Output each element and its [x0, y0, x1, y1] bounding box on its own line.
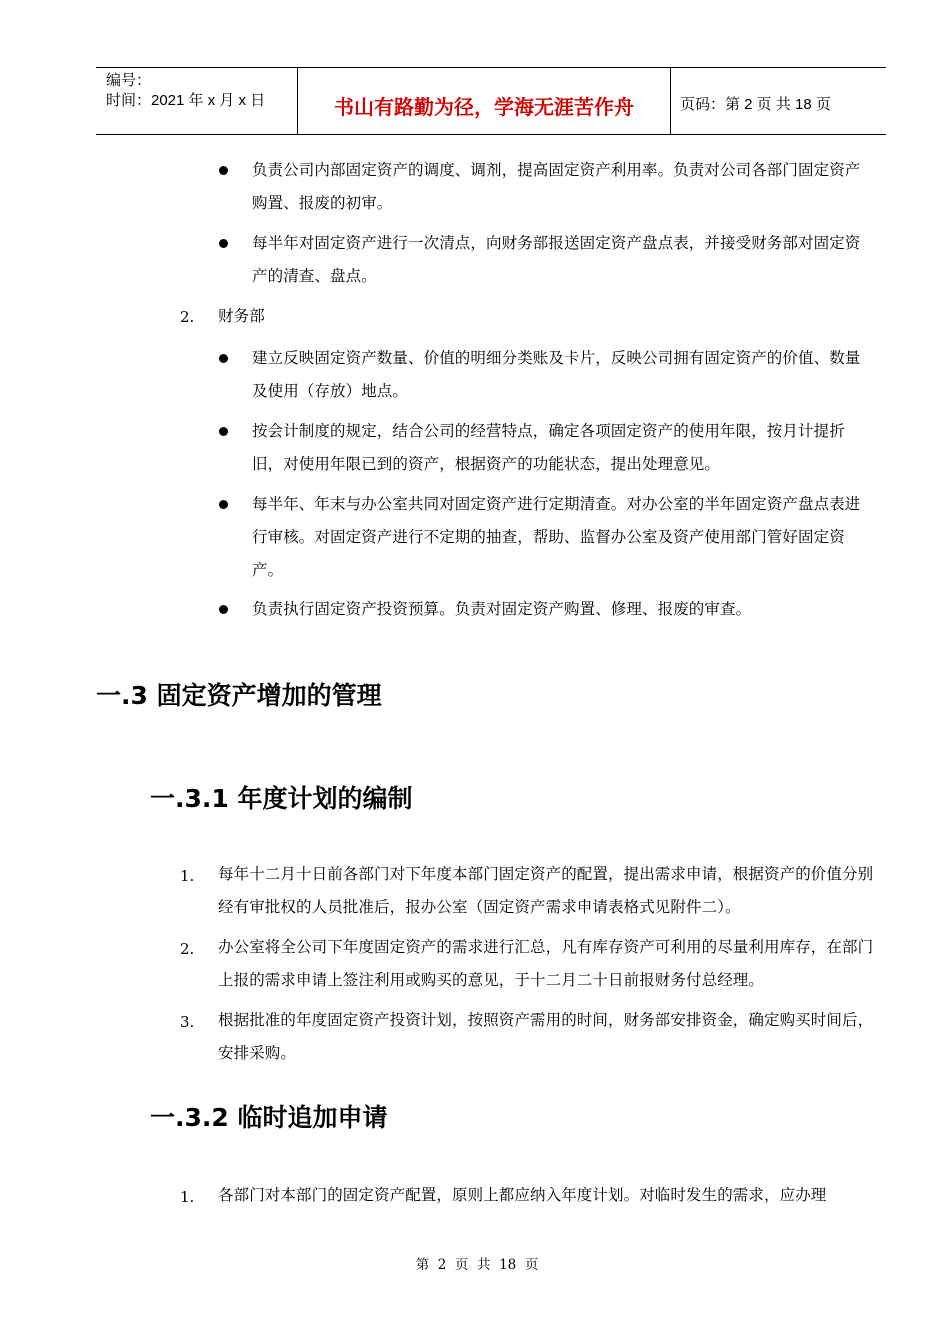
finance-bullet-4: 负责执行固定资产投资预算。负责对固定资产购置、修理、报废的审查。	[252, 600, 752, 618]
time-label: 时间：2021 年 x 月 x 日	[106, 92, 266, 109]
subsection-heading-temp: 一.3.2 临时追加申请	[150, 1103, 388, 1132]
annual-item-3: 根据批准的年度固定资产投资计划，按照资产需用的时间，财务部安排资金，确定购买时间后，安排采购。	[218, 1011, 874, 1062]
office-bullet-2: 每半年对固定资产进行一次清点，向财务部报送固定资产盘点表，并接受财务部对固定资产的清查、盘点。	[252, 234, 861, 285]
page-footer: 第 2 页 共 18 页	[415, 1257, 539, 1273]
subsection-heading-annual: 一.3.1 年度计划的编制	[150, 784, 413, 813]
header-left-cell	[106, 71, 265, 111]
annual-item-number: 2.	[180, 940, 195, 958]
bullet-dot	[219, 605, 228, 614]
serial-number-label: 编号：	[106, 72, 152, 89]
finance-bullet-2: 按会计制度的规定，结合公司的经营特点，确定各项固定资产的使用年限，按月计提折旧，对使用年限已到的资产，根据资产的功能状态，提出处理意见。	[252, 422, 845, 473]
temp-item-1: 各部门对本部门的固定资产配置，原则上都应纳入年度计划。对临时发生的需求，应办理	[218, 1186, 827, 1204]
annual-item-number: 1.	[180, 867, 195, 885]
annual-item-2: 办公室将全公司下年度固定资产的需求进行汇总，凡有库存资产可利用的尽量利用库存，在部门上报的需求申请上签注利用或购买的意见，于十二月二十日前报财务付总经理。	[218, 938, 874, 989]
bullet-dot	[219, 239, 228, 248]
header-bottom-rule	[96, 134, 886, 135]
finance-bullet-3: 每半年、年末与办公室共同对固定资产进行定期清查。对办公室的半年固定资产盘点表进行审核。对固定资产进行不定期的抽查，帮助、监督办公室及资产使用部门管好固定资产。	[252, 495, 861, 579]
bullet-dot	[219, 354, 228, 363]
finance-title: 财务部	[218, 307, 265, 325]
header-page-label: 页码：第 2 页 共 18 页	[680, 96, 831, 113]
header-divider-2	[670, 67, 671, 135]
annual-item-number: 3.	[180, 1013, 195, 1031]
bullet-dot	[219, 427, 228, 436]
section-heading: 一.3 固定资产增加的管理	[96, 681, 382, 710]
office-bullet-1: 负责公司内部固定资产的调度、调剂，提高固定资产利用率。负责对公司各部门固定资产购置、报废的初审。	[252, 161, 861, 212]
finance-number: 2.	[180, 308, 195, 326]
bullet-dot	[219, 166, 228, 175]
finance-bullet-1: 建立反映固定资产数量、价值的明细分类账及卡片，反映公司拥有固定资产的价值、数量及使用（存放）地点。	[252, 349, 861, 400]
bullet-dot	[219, 500, 228, 509]
header-motto: 书山有路勤为径，学海无涯苦作舟	[334, 95, 634, 119]
annual-item-1: 每年十二月十日前各部门对下年度本部门固定资产的配置，提出需求申请，根据资产的价值分别经有审批权的人员批准后，报办公室（固定资产需求申请表格式见附件二）。	[218, 865, 874, 916]
temp-item-number: 1.	[180, 1188, 195, 1206]
header-top-rule	[96, 67, 886, 68]
